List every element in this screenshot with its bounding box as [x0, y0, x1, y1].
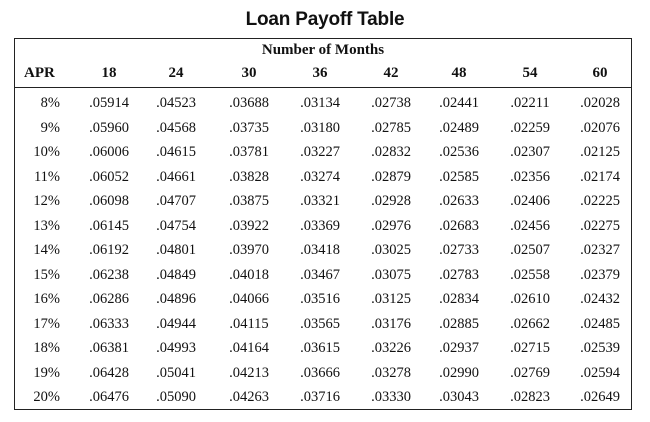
factor-cell: .06381 [89, 340, 129, 356]
factor-cell: .02125 [580, 144, 620, 160]
months-subheading: Number of Months [261, 42, 385, 58]
factor-cell: .04568 [156, 119, 196, 136]
factor-cell: .03134 [300, 95, 340, 111]
factor-cell: .02928 [371, 193, 411, 209]
column-header-18: 18 [101, 65, 117, 81]
factor-cell: .05041 [156, 364, 196, 381]
factor-cell: .03828 [229, 168, 269, 185]
header-divider [15, 87, 631, 88]
factor-cell: .02356 [510, 168, 550, 185]
apr-cell: 12% [33, 193, 60, 209]
factor-cell: .03226 [371, 340, 411, 356]
apr-cell: 19% [33, 364, 60, 381]
factor-cell: .02683 [439, 217, 479, 234]
column-header-42: 42 [383, 65, 399, 81]
apr-cell: 10% [33, 144, 60, 160]
column-header-54: 54 [522, 65, 538, 81]
factor-cell: .03278 [371, 364, 411, 381]
factor-cell: .02489 [439, 119, 479, 136]
factor-cell: .02307 [510, 144, 550, 160]
factor-cell: .02225 [580, 193, 620, 209]
factor-cell: .04213 [229, 364, 269, 381]
table-row [15, 365, 631, 389]
factor-cell: .03875 [229, 193, 269, 209]
factor-cell: .02834 [439, 291, 479, 307]
factor-cell: .04263 [229, 389, 269, 405]
factor-cell: .04115 [229, 315, 269, 332]
factor-cell: .04993 [156, 340, 196, 356]
factor-cell: .04849 [156, 266, 196, 283]
column-header-48: 48 [451, 65, 467, 81]
factor-cell: .03615 [300, 340, 340, 356]
factor-cell: .02715 [510, 340, 550, 356]
factor-cell: .02507 [510, 242, 550, 258]
factor-cell: .03321 [300, 193, 340, 209]
table-row [15, 340, 631, 364]
apr-cell: 20% [33, 389, 60, 405]
factor-cell: .02211 [510, 95, 550, 111]
factor-cell: .03716 [300, 389, 340, 405]
apr-cell: 18% [33, 340, 60, 356]
factor-cell: .04801 [156, 242, 196, 258]
factor-cell: .03180 [300, 119, 340, 136]
apr-cell: 15% [33, 266, 60, 283]
table-row [15, 242, 631, 266]
factor-cell: .03369 [300, 217, 340, 234]
factor-cell: .02976 [371, 217, 411, 234]
factor-cell: .03418 [300, 242, 340, 258]
factor-cell: .06238 [89, 266, 129, 283]
factor-cell: .03043 [439, 389, 479, 405]
factor-cell: .02649 [580, 389, 620, 405]
factor-cell: .02406 [510, 193, 550, 209]
table-row [15, 389, 631, 413]
factor-cell: .02076 [580, 119, 620, 136]
apr-cell: 8% [40, 95, 60, 111]
table-row [15, 291, 631, 315]
factor-cell: .04615 [156, 144, 196, 160]
factor-cell: .03125 [371, 291, 411, 307]
factor-cell: .03025 [371, 242, 411, 258]
factor-cell: .02769 [510, 364, 550, 381]
factor-cell: .02432 [580, 291, 620, 307]
factor-cell: .06333 [89, 315, 129, 332]
factor-cell: .04896 [156, 291, 196, 307]
factor-cell: .04523 [156, 95, 196, 111]
factor-cell: .02379 [580, 266, 620, 283]
factor-cell: .05914 [89, 95, 129, 111]
factor-cell: .06428 [89, 364, 129, 381]
factor-cell: .02879 [371, 168, 411, 185]
loan-payoff-table [14, 38, 632, 410]
factor-cell: .02633 [439, 193, 479, 209]
table-row [15, 95, 631, 119]
factor-cell: .04754 [156, 217, 196, 234]
factor-cell: .03565 [300, 315, 340, 332]
factor-cell: .05090 [156, 389, 196, 405]
factor-cell: .04164 [229, 340, 269, 356]
column-header-60: 60 [592, 65, 608, 81]
apr-cell: 9% [40, 119, 60, 136]
factor-cell: .06476 [89, 389, 129, 405]
factor-cell: .02174 [580, 168, 620, 185]
factor-cell: .02558 [510, 266, 550, 283]
factor-cell: .06052 [89, 168, 129, 185]
apr-cell: 13% [33, 217, 60, 234]
factor-cell: .06286 [89, 291, 129, 307]
factor-cell: .02738 [371, 95, 411, 111]
factor-cell: .02536 [439, 144, 479, 160]
table-row [15, 267, 631, 291]
factor-cell: .02885 [439, 315, 479, 332]
factor-cell: .05960 [89, 119, 129, 136]
factor-cell: .03274 [300, 168, 340, 185]
table-row [15, 218, 631, 242]
column-header-36: 36 [312, 65, 328, 81]
factor-cell: .02028 [580, 95, 620, 111]
factor-cell: .06145 [89, 217, 129, 234]
factor-cell: .04661 [156, 168, 196, 185]
table-row [15, 120, 631, 144]
factor-cell: .03330 [371, 389, 411, 405]
factor-cell: .02610 [510, 291, 550, 307]
apr-cell: 17% [33, 315, 60, 332]
factor-cell: .02662 [510, 315, 550, 332]
table-title: Loan Payoff Table [245, 9, 405, 30]
factor-cell: .03516 [300, 291, 340, 307]
factor-cell: .06006 [89, 144, 129, 160]
factor-cell: .03666 [300, 364, 340, 381]
factor-cell: .02990 [439, 364, 479, 381]
factor-cell: .02485 [580, 315, 620, 332]
factor-cell: .03467 [300, 266, 340, 283]
table-row [15, 316, 631, 340]
apr-cell: 14% [33, 242, 60, 258]
table-row [15, 144, 631, 168]
factor-cell: .02785 [371, 119, 411, 136]
factor-cell: .04066 [229, 291, 269, 307]
column-header-apr: APR [24, 65, 55, 81]
factor-cell: .03227 [300, 144, 340, 160]
column-header-24: 24 [168, 65, 184, 81]
factor-cell: .03735 [229, 119, 269, 136]
factor-cell: .03176 [371, 315, 411, 332]
factor-cell: .03781 [229, 144, 269, 160]
table-row [15, 169, 631, 193]
factor-cell: .02937 [439, 340, 479, 356]
factor-cell: .02823 [510, 389, 550, 405]
factor-cell: .03075 [371, 266, 411, 283]
table-row [15, 193, 631, 217]
factor-cell: .02441 [439, 95, 479, 111]
factor-cell: .02456 [510, 217, 550, 234]
factor-cell: .06192 [89, 242, 129, 258]
factor-cell: .03922 [229, 217, 269, 234]
factor-cell: .04944 [156, 315, 196, 332]
factor-cell: .06098 [89, 193, 129, 209]
factor-cell: .04018 [229, 266, 269, 283]
factor-cell: .03688 [229, 95, 269, 111]
factor-cell: .03970 [229, 242, 269, 258]
factor-cell: .02832 [371, 144, 411, 160]
apr-cell: 11% [33, 168, 60, 185]
factor-cell: .04707 [156, 193, 196, 209]
factor-cell: .02539 [580, 340, 620, 356]
column-header-30: 30 [241, 65, 257, 81]
factor-cell: .02327 [580, 242, 620, 258]
factor-cell: .02594 [580, 364, 620, 381]
factor-cell: .02783 [439, 266, 479, 283]
factor-cell: .02733 [439, 242, 479, 258]
apr-cell: 16% [33, 291, 60, 307]
factor-cell: .02275 [580, 217, 620, 234]
factor-cell: .02259 [510, 119, 550, 136]
factor-cell: .02585 [439, 168, 479, 185]
